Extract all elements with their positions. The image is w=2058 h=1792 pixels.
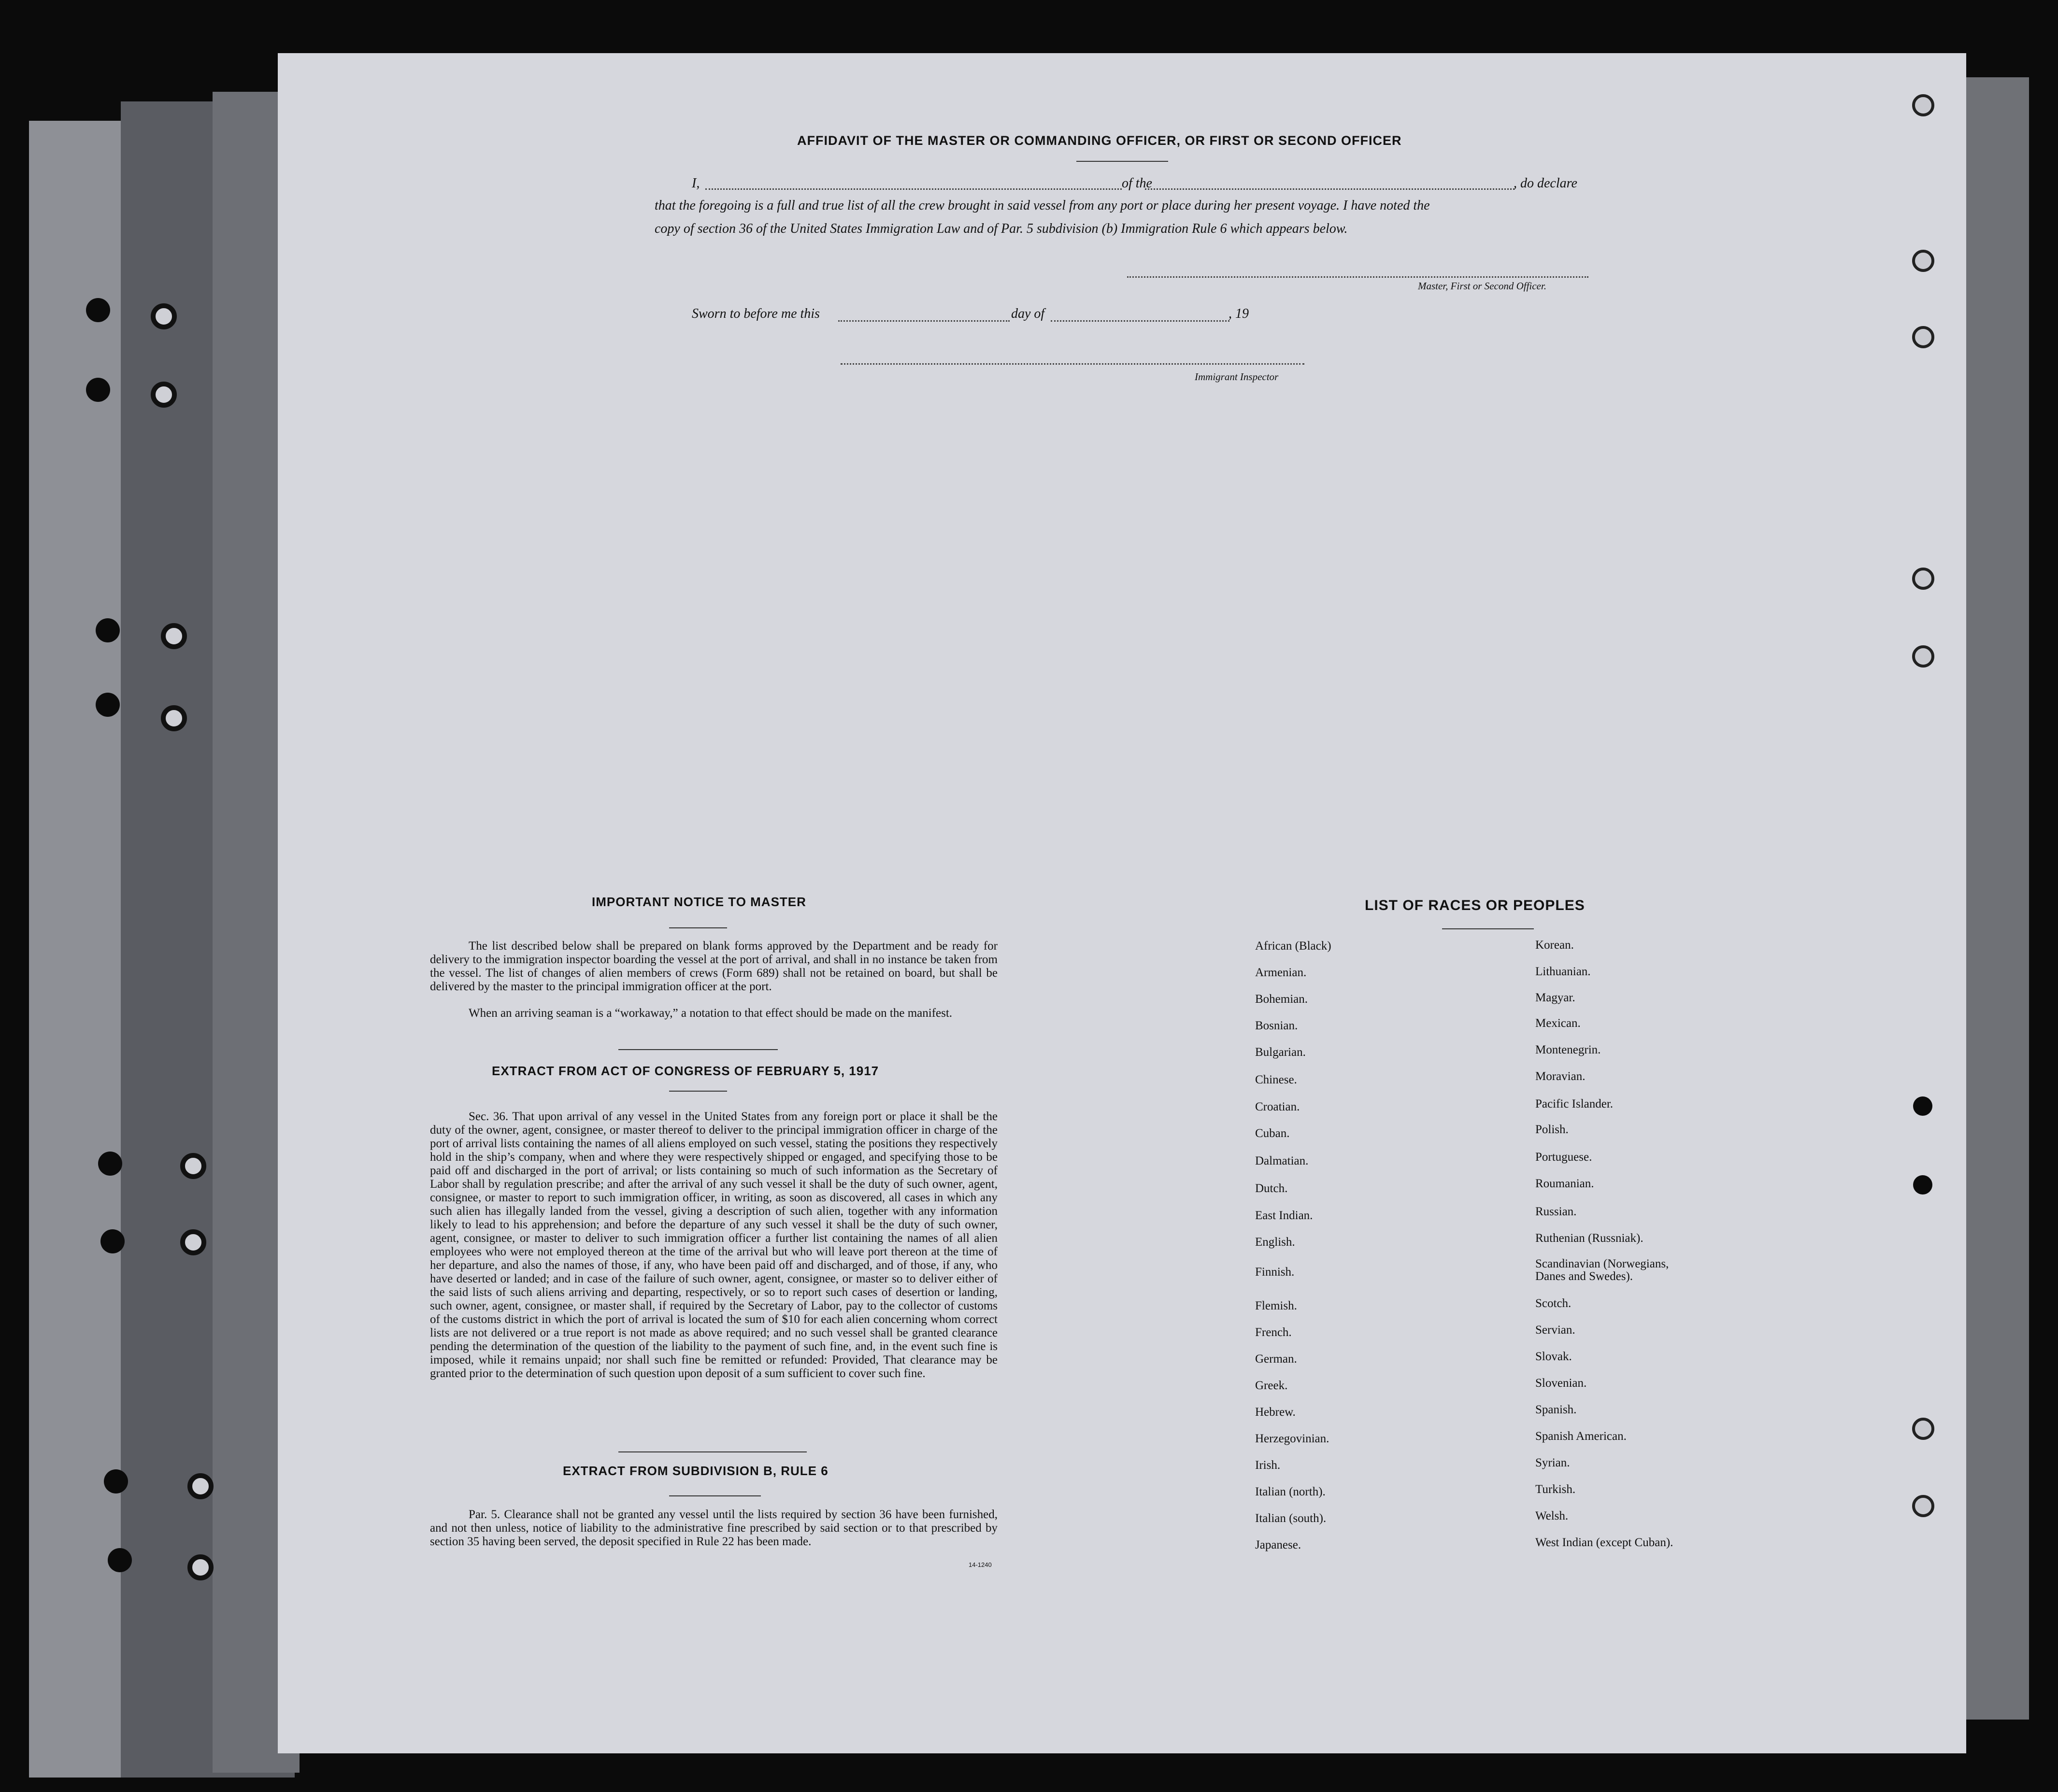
race-item: Syrian.	[1535, 1456, 1570, 1469]
binder-hole	[1912, 326, 1934, 348]
race-item: Hebrew.	[1255, 1406, 1296, 1419]
extract-title: EXTRACT FROM ACT OF CONGRESS OF FEBRUARY 5, 1917	[492, 1064, 879, 1078]
binder-hole	[1912, 568, 1934, 590]
divider	[669, 1091, 727, 1092]
race-item: Armenian.	[1255, 966, 1307, 979]
race-item: Portuguese.	[1535, 1151, 1592, 1164]
race-item: Ruthenian (Russniak).	[1535, 1232, 1644, 1245]
race-item: Japanese.	[1255, 1538, 1301, 1551]
race-item: Scandinavian (Norwegians, Danes and Swedes).	[1535, 1257, 1669, 1283]
race-item: Slovak.	[1535, 1350, 1572, 1363]
blank-line-day	[838, 320, 1010, 322]
sworn-day-of: day of	[1011, 306, 1045, 321]
race-item: French.	[1255, 1326, 1292, 1339]
race-item: Montenegrin.	[1535, 1043, 1601, 1056]
race-item: Korean.	[1535, 939, 1574, 952]
race-item: Croatian.	[1255, 1100, 1300, 1113]
form-number: 14-1240	[969, 1561, 992, 1568]
binder-hole	[96, 618, 120, 642]
race-item: Pacific Islander.	[1535, 1097, 1614, 1110]
race-item: Flemish.	[1255, 1299, 1297, 1312]
race-item: Welsh.	[1535, 1509, 1569, 1522]
divider	[669, 927, 727, 928]
binder-hole	[187, 1554, 214, 1580]
race-item: Magyar.	[1535, 991, 1575, 1004]
divider	[1442, 928, 1534, 929]
divider	[1076, 161, 1168, 162]
binder-hole	[187, 1473, 214, 1499]
divider	[669, 1495, 761, 1496]
affidavit-line-3: copy of section 36 of the United States Immigration Law and of Par. 5 subdivision (b) Immigration Rule 6 which appears below.	[655, 221, 1348, 236]
race-item: Greek.	[1255, 1379, 1288, 1392]
blank-line-month	[1051, 320, 1229, 322]
binder-hole	[1912, 1495, 1934, 1517]
binder-hole	[1912, 94, 1934, 116]
binder-hole	[180, 1229, 206, 1255]
affidavit-declare: , do declare	[1514, 176, 1577, 191]
signature-label: Master, First or Second Officer.	[1418, 280, 1546, 292]
inspector-label: Immigrant Inspector	[1195, 371, 1279, 383]
race-item: Roumanian.	[1535, 1177, 1594, 1190]
sworn-year: , 19	[1229, 306, 1249, 321]
binder-hole	[1913, 1096, 1932, 1116]
race-item: Polish.	[1535, 1123, 1569, 1136]
blank-line-name	[705, 188, 1122, 190]
binder-hole	[151, 382, 177, 408]
binder-hole	[1912, 250, 1934, 272]
race-item: English.	[1255, 1236, 1295, 1249]
notice-paragraph-2: When an arriving seaman is a “workaway,” a notation to that effect should be made on the manifest.	[469, 1007, 953, 1020]
binder-hole	[151, 303, 177, 329]
binder-hole	[161, 705, 187, 731]
race-item: Lithuanian.	[1535, 965, 1591, 978]
affidavit-of-the: of the	[1122, 176, 1152, 191]
race-item: Cuban.	[1255, 1127, 1290, 1140]
binder-hole	[180, 1153, 206, 1179]
binder-hole	[86, 378, 110, 402]
race-item: East Indian.	[1255, 1209, 1313, 1222]
race-item: Finnish.	[1255, 1266, 1295, 1279]
binder-hole	[100, 1229, 125, 1253]
signature-line	[1127, 276, 1588, 278]
notice-title: IMPORTANT NOTICE TO MASTER	[592, 895, 806, 909]
binder-hole	[98, 1152, 122, 1176]
binder-hole	[161, 623, 187, 649]
divider	[618, 1451, 807, 1452]
race-item: Herzegovinian.	[1255, 1432, 1329, 1445]
binder-hole	[86, 298, 110, 322]
race-item: Bohemian.	[1255, 993, 1308, 1006]
race-item: Servian.	[1535, 1323, 1575, 1337]
race-item: Spanish.	[1535, 1403, 1577, 1416]
paragraph-5-text: Par. 5. Clearance shall not be granted any vessel until the lists required by section 36 have been furnished, and not then unless, notice of liability to the administrative fine prescribed by said section or to that prescribed by section 35 having been served, the deposit specified in Rule 22 has been made.	[430, 1508, 998, 1548]
race-item: African (Black)	[1255, 939, 1331, 953]
binder-hole	[1912, 1418, 1934, 1440]
rule-6-title: EXTRACT FROM SUBDIVISION B, RULE 6	[563, 1464, 829, 1478]
notice-paragraph-1: The list described below shall be prepared on blank forms approved by the Department and be ready for delivery to the immigration inspector boarding the vessel at the port of arrival, and shall in no instance be taken from the vessel. The list of changes of alien members of crews (Form 689) shall not be retained on board, but shall be delivered by the master to the principal immigration officer at the port.	[430, 939, 998, 993]
binder-hole	[1912, 645, 1934, 668]
race-item: Spanish American.	[1535, 1430, 1627, 1443]
affidavit-title: AFFIDAVIT OF THE MASTER OR COMMANDING OFFICER, OR FIRST OR SECOND OFFICER	[797, 133, 1402, 148]
race-item: West Indian (except Cuban).	[1535, 1536, 1673, 1549]
races-title: LIST OF RACES OR PEOPLES	[1365, 897, 1585, 913]
race-item: Bulgarian.	[1255, 1046, 1306, 1059]
sworn-prefix: Sworn to before me this	[692, 306, 820, 321]
affidavit-i: I,	[692, 176, 700, 191]
race-item: Bosnian.	[1255, 1019, 1298, 1032]
binder-hole	[108, 1548, 132, 1572]
race-item: Russian.	[1535, 1205, 1577, 1218]
race-item: Scotch.	[1535, 1297, 1572, 1310]
race-item: Mexican.	[1535, 1017, 1581, 1030]
section-36-text: Sec. 36. That upon arrival of any vessel in the United States from any foreign port or place it shall be the duty of the owner, agent, consignee, or master thereof to deliver to the principal immigration officer in charge of the port of arrival lists containing the names of all aliens employed on such vessel, stating the positions they respectively hold in the ship’s company, when and where they were respectively shipped or engaged, and specifying those to be paid off and discharged in the port of arrival; or lists containing so much of such information as the Secretary of Labor shall by regulation prescribe; and after the arrival of any such vessel it shall be the duty of such owner, agent, consignee, or master to report to such immigration officer, in writing, as soon as discovered, all cases in which any such alien has illegally landed from the vessel, giving a description of such alien, together with any information likely to lead to his apprehension; and before the departure of any such vessel it shall be the duty of such owner, agent, consignee, or master to deliver to such immigration officer a further list containing the names of all alien employees who were not employed thereon at the time of the arrival but who will leave port thereon at the time of her departure, and also the names of those, if any, who have been paid off and discharged, and of those, if any, who have deserted or landed; and in case of the failure of such owner, agent, consignee, or master so to deliver either of the said lists of such aliens arriving and departing, respectively, or so to report such cases of desertion or landing, such owner, agent, consignee, or master shall, if required by the Secretary of Labor, pay to the collector of customs of the customs district in which the port of arrival is located the sum of $10 for each alien concerning whom correct lists are not delivered or a true report is not made as above required; and no such vessel shall be granted clearance pending the determination of the question of the liability to the payment of such fine, and, in the event such fine is imposed, while it remains unpaid; nor shall such fine be remitted or refunded: Provided, That clearance may be granted prior to the determination of such question upon deposit of a sum sufficient to cover such fine.	[430, 1110, 998, 1380]
race-item: German.	[1255, 1352, 1297, 1365]
race-item: Slovenian.	[1535, 1377, 1587, 1390]
race-item: Italian (south).	[1255, 1512, 1327, 1525]
race-item: Moravian.	[1535, 1070, 1586, 1083]
affidavit-line-2: that the foregoing is a full and true list of all the crew brought in said vessel from any port or place during her present voyage. I have noted the	[655, 198, 1430, 213]
race-item: Irish.	[1255, 1459, 1281, 1472]
form-page	[278, 53, 1966, 1753]
race-item: Chinese.	[1255, 1073, 1297, 1086]
race-item: Dutch.	[1255, 1182, 1288, 1195]
inspector-signature-line	[841, 363, 1304, 365]
divider	[618, 1049, 778, 1050]
race-item: Dalmatian.	[1255, 1154, 1309, 1167]
race-item: Italian (north).	[1255, 1485, 1326, 1498]
binder-hole	[96, 693, 120, 717]
race-item: Turkish.	[1535, 1483, 1576, 1496]
binder-hole	[104, 1469, 128, 1493]
blank-line-vessel	[1145, 188, 1515, 190]
binder-hole	[1913, 1175, 1932, 1195]
